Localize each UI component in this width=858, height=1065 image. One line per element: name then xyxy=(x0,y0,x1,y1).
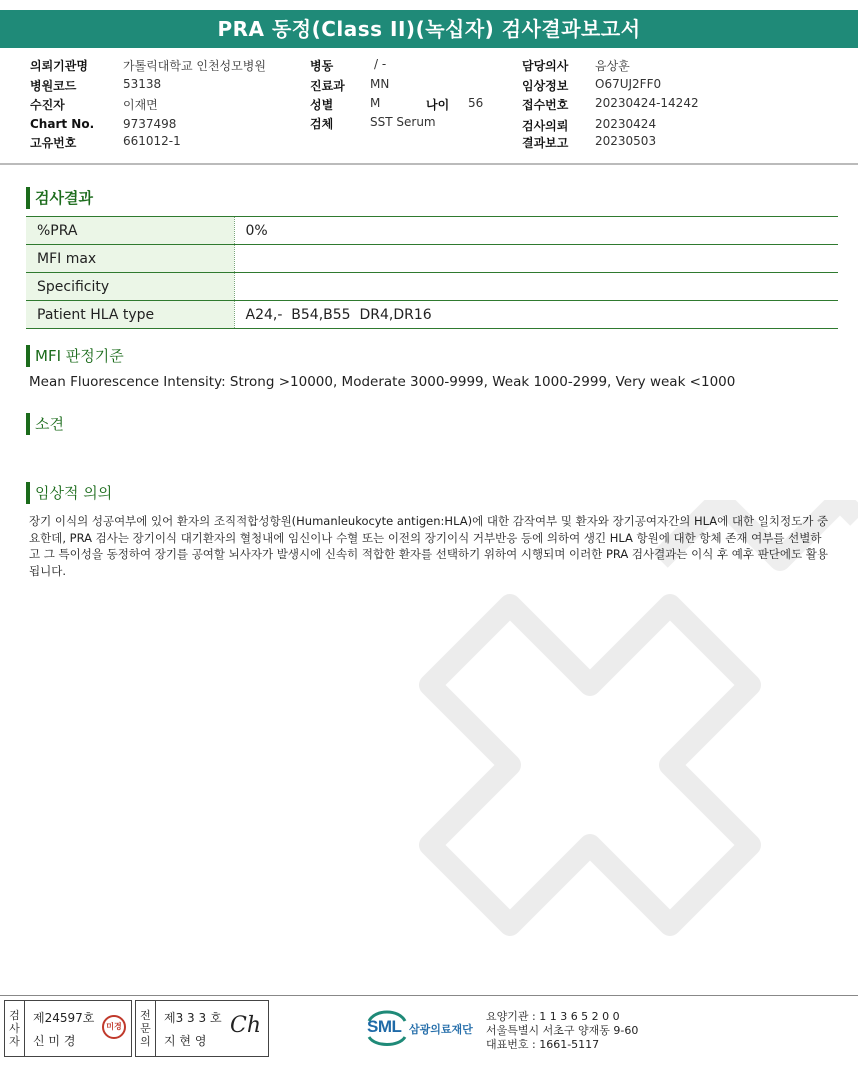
hospital-code-label: 병원코드 xyxy=(30,79,77,93)
specimen-value: SST Serum xyxy=(370,115,436,129)
specialist-signature-box xyxy=(135,1000,269,1057)
results-table xyxy=(26,216,838,329)
age-value: 56 xyxy=(468,96,484,110)
result-label-hla-type: Patient HLA type xyxy=(26,301,234,329)
specimen-label: 검체 xyxy=(310,117,334,131)
result-value-mfi-max xyxy=(234,245,838,273)
result-report-label: 결과보고 xyxy=(522,136,569,150)
contact-line-code: 요양기관 : 1 1 3 6 5 2 0 0 xyxy=(486,1010,620,1023)
chart-label: Chart No. xyxy=(30,117,95,131)
test-request-label: 검사의뢰 xyxy=(522,119,569,133)
specialist-signature: Ch xyxy=(230,1013,262,1038)
contact-info xyxy=(486,1010,638,1052)
result-label-specificity: Specificity xyxy=(26,273,234,301)
sml-logo-text: SML xyxy=(367,1017,402,1036)
doctor-label: 담당의사 xyxy=(522,59,569,73)
sml-logo xyxy=(365,1007,481,1049)
ward-value: / - xyxy=(374,57,387,71)
tester-vertical-label: 검 사 자 xyxy=(5,1001,25,1056)
institution-value: 가톨릭대학교 인천성모병원 xyxy=(123,59,266,73)
section-opinion-heading: 소견 xyxy=(26,413,64,435)
org-name: 삼광의료재단 xyxy=(409,1023,473,1036)
result-value-pra: 0% xyxy=(234,217,838,245)
institution-label: 의뢰기관명 xyxy=(30,59,88,73)
result-label-mfi-max: MFI max xyxy=(26,245,234,273)
table-row xyxy=(26,245,838,273)
section-clinical-heading: 임상적 의의 xyxy=(26,482,112,504)
unique-id-label: 고유번호 xyxy=(30,136,77,150)
age-label: 나이 xyxy=(426,98,450,112)
result-label-pra: %PRA xyxy=(26,217,234,245)
header-divider xyxy=(0,163,858,165)
result-value-specificity xyxy=(234,273,838,301)
report-title: PRA 동정(Class II)(녹십자) 검사결과보고서 xyxy=(0,10,858,48)
mfi-criteria-text: Mean Fluorescence Intensity: Strong >10000, Moderate 3000-9999, Weak 1000-2999, Very weak <1000 xyxy=(29,374,736,390)
dept-label: 진료과 xyxy=(310,79,345,93)
ward-label: 병동 xyxy=(310,59,334,73)
doctor-value: 음상훈 xyxy=(595,59,630,73)
tester-seal-icon: 미경 xyxy=(102,1015,126,1039)
dept-value: MN xyxy=(370,77,390,91)
patient-info xyxy=(0,52,858,164)
test-request-value: 20230424 xyxy=(595,117,657,131)
sex-value: M xyxy=(370,96,381,110)
specialist-name: 지 현 영 xyxy=(164,1034,207,1048)
table-row xyxy=(26,273,838,301)
contact-line-phone: 대표번호 : 1661-5117 xyxy=(486,1038,600,1051)
table-row xyxy=(26,217,838,245)
result-report-value: 20230503 xyxy=(595,134,657,148)
section-results-heading: 검사결과 xyxy=(26,187,93,209)
chart-value: 9737498 xyxy=(123,117,177,131)
section-mfi-heading: MFI 판정기준 xyxy=(26,345,124,367)
tester-license: 제24597호 xyxy=(33,1011,95,1025)
patient-value: 이재면 xyxy=(123,98,158,112)
receipt-label: 접수번호 xyxy=(522,98,569,112)
sex-label: 성별 xyxy=(310,98,334,112)
tester-signature-box xyxy=(4,1000,132,1057)
specialist-license: 제3 3 3 호 xyxy=(164,1011,222,1025)
footer-divider xyxy=(0,995,858,996)
hospital-code-value: 53138 xyxy=(123,77,162,91)
clinical-info-label: 임상정보 xyxy=(522,79,569,93)
contact-line-address: 서울특별시 서초구 양재동 9-60 xyxy=(486,1024,639,1037)
clinical-significance-text: 장기 이식의 성공여부에 있어 환자의 조직적합성항원(Humanleukocyte antigen:HLA)에 대한 감작여부 및 환자와 장기공여자간의 HLA에 대한 일치정도가 중요한데, PRA 검사는 장기이식 대기환자의 혈청내에 임신이나 수혈 또는 이전의 장기이식 거부반응 등에 의하여 생긴 HLA 항원에 대한 항체 존재 여부를 선별하고 그 특이성을 동정하여 장기를 공여할 뇌사자가 발생시에 신속히 적합한 환자를 선택하기 위하여 시행되며 이러한 PRA 검사결과는 이식 후 예후 판단에도 활용됩니다. xyxy=(29,514,829,578)
table-row xyxy=(26,301,838,329)
clinical-info-value: O67UJ2FF0 xyxy=(595,77,662,91)
receipt-value: 20230424-14242 xyxy=(595,96,699,110)
patient-label: 수진자 xyxy=(30,98,65,112)
result-value-hla-type: A24,- B54,B55 DR4,DR16 xyxy=(234,301,838,329)
tester-name: 신 미 경 xyxy=(33,1034,76,1048)
unique-id-value: 661012-1 xyxy=(123,134,181,148)
specialist-vertical-label: 전 문 의 xyxy=(136,1001,156,1056)
